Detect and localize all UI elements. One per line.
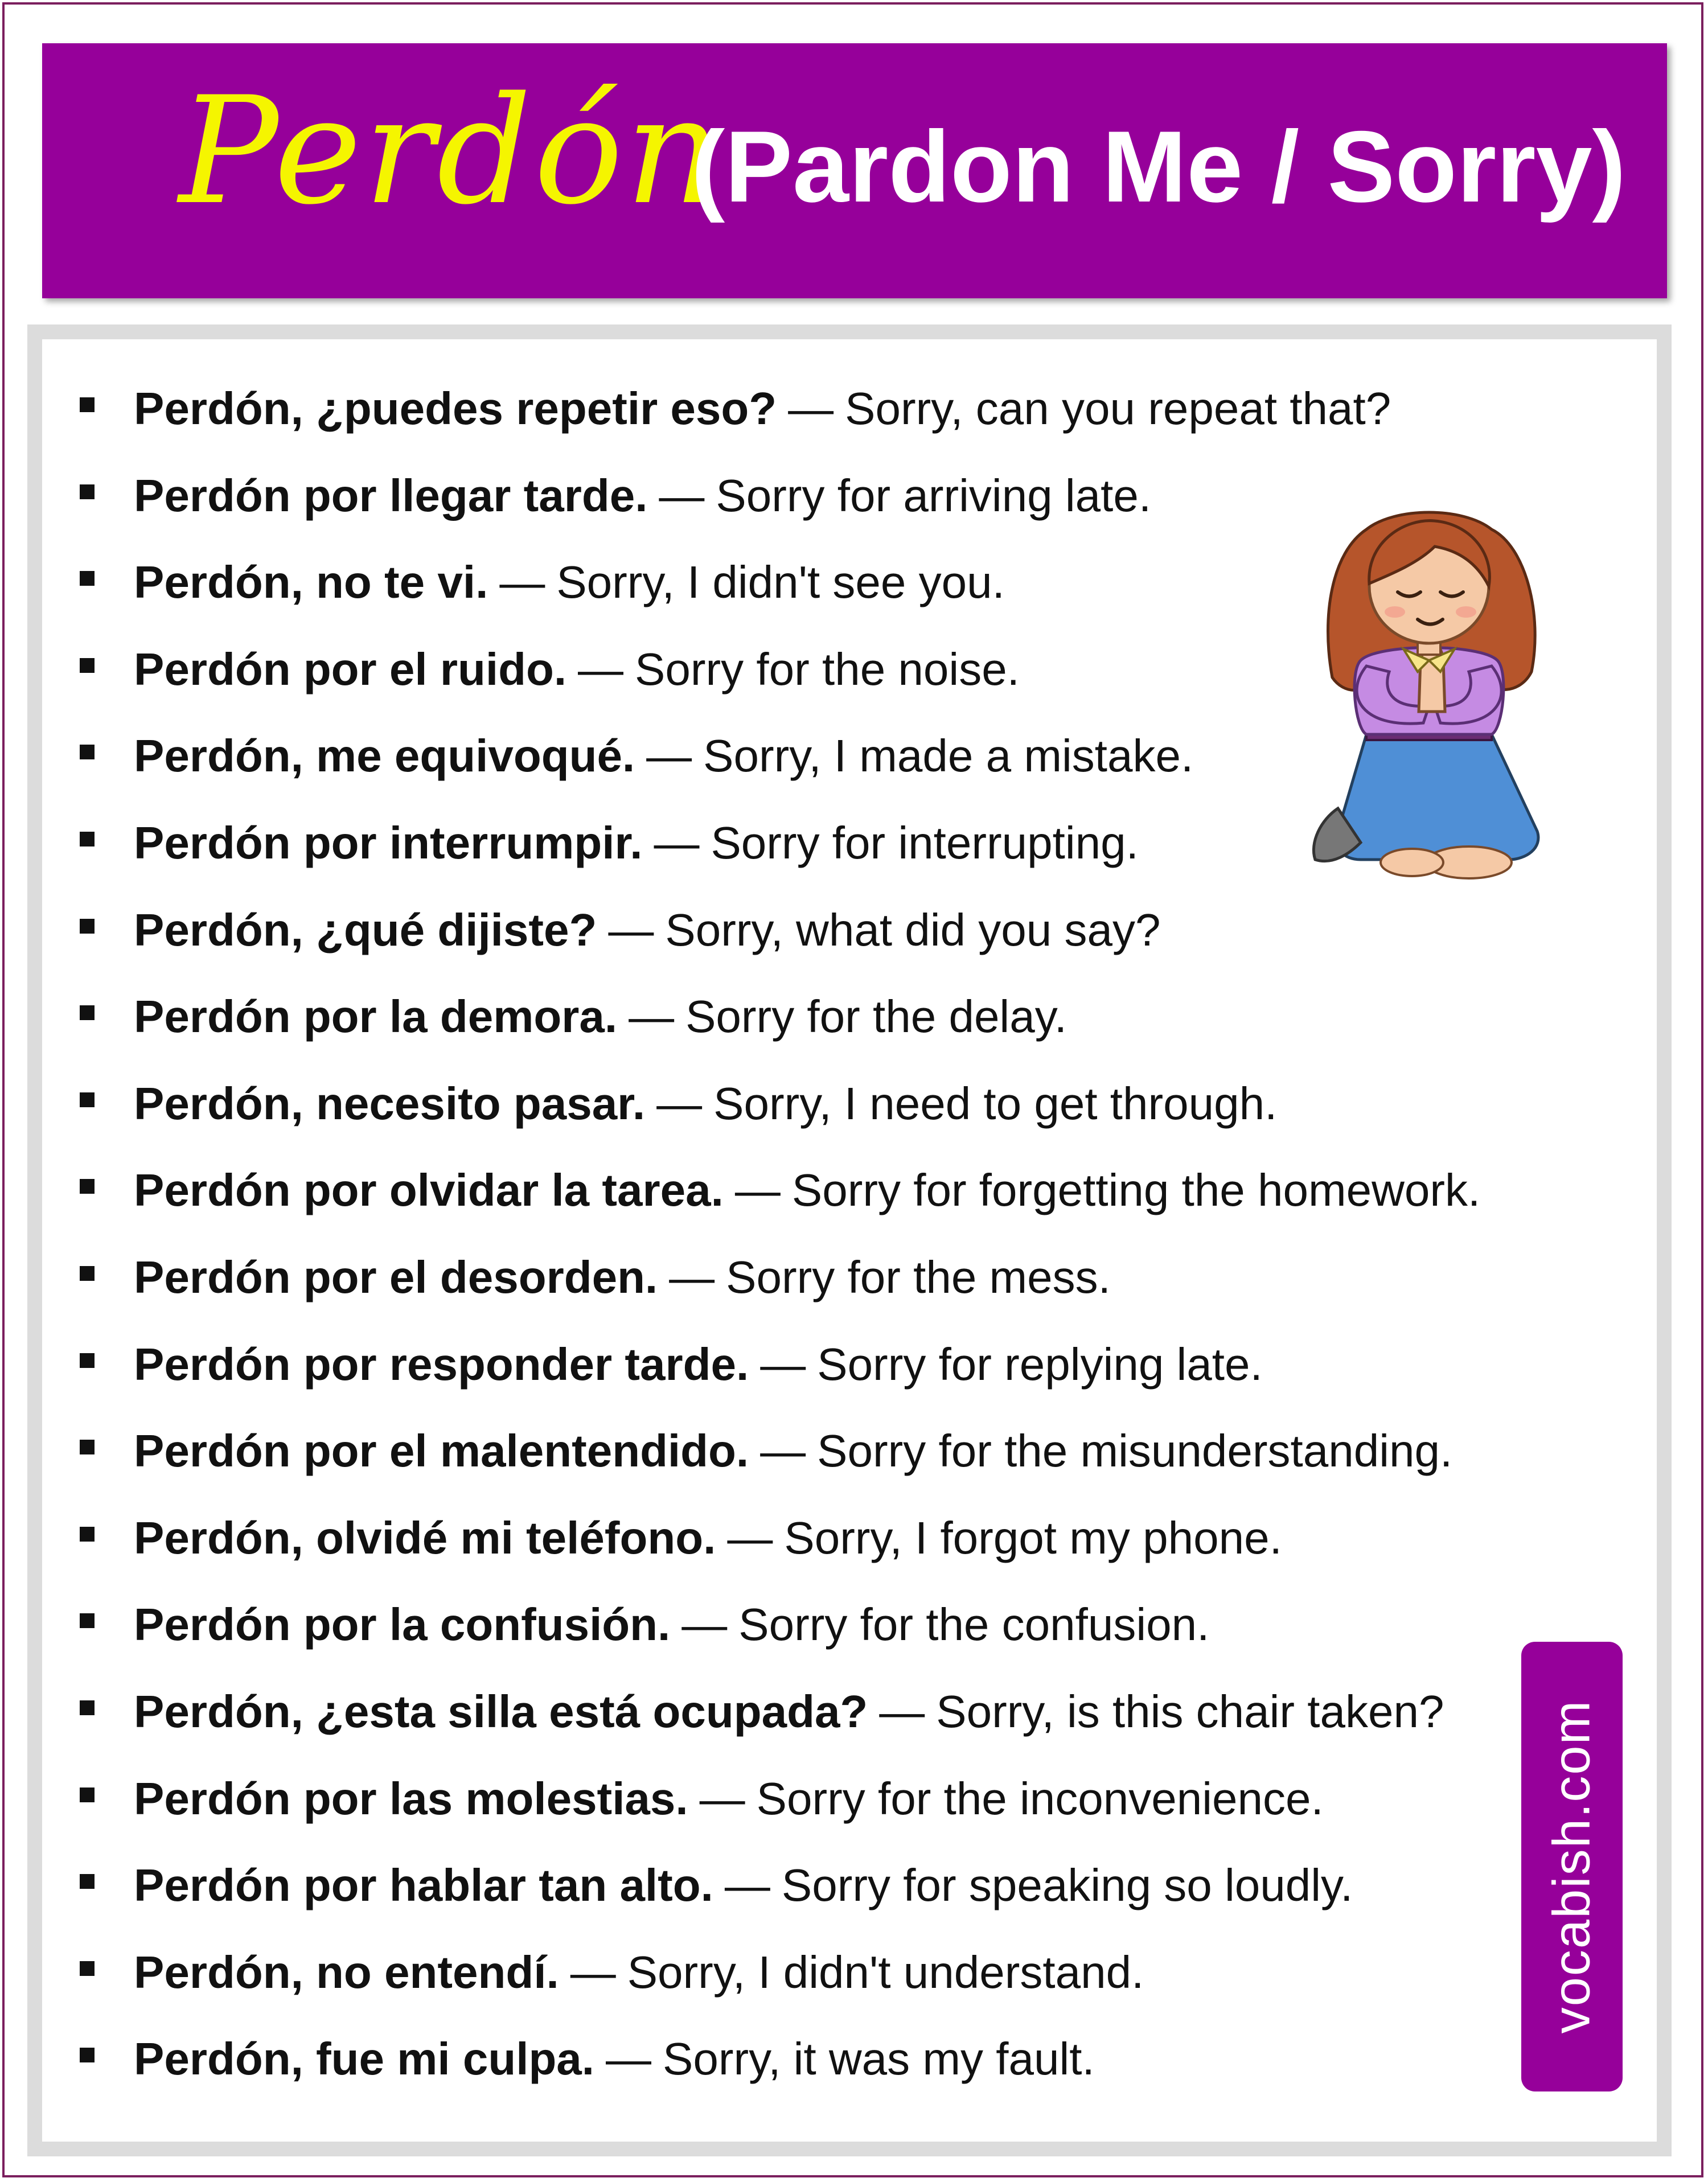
separator: — — [727, 1512, 773, 1563]
separator: — — [646, 730, 692, 782]
phrase-spanish: Perdón por el desorden. — [134, 1251, 658, 1302]
phrase-spanish: Perdón por hablar tan alto. — [134, 1860, 713, 1911]
phrase-english: Sorry for interrupting. — [711, 817, 1139, 868]
separator: — — [499, 557, 545, 608]
phrase-english: Sorry for speaking so loudly. — [781, 1860, 1353, 1911]
phrase-english: Sorry, I didn't see you. — [556, 557, 1005, 608]
watermark-badge — [1521, 1642, 1623, 2091]
phrase-spanish: Perdón por las molestias. — [134, 1773, 688, 1824]
bullet-icon — [80, 658, 95, 673]
watermark-text: vocabish.com — [1542, 1699, 1601, 2034]
separator: — — [788, 383, 834, 434]
separator: — — [699, 1773, 745, 1824]
separator: — — [654, 817, 700, 868]
phrase-english: Sorry for the misunderstanding. — [817, 1425, 1453, 1477]
separator: — — [734, 1165, 781, 1216]
bullet-icon — [80, 1787, 95, 1802]
bullet-icon — [80, 571, 95, 586]
phrase-spanish: Perdón, ¿esta silla está ocupada? — [134, 1686, 868, 1737]
bullet-icon — [80, 484, 95, 499]
phrase-spanish: Perdón por responder tarde. — [134, 1338, 749, 1390]
phrase-english: Sorry for the delay. — [685, 991, 1067, 1042]
bullet-icon — [80, 1092, 95, 1107]
phrase-english: Sorry for the confusion. — [738, 1599, 1210, 1650]
separator: — — [724, 1860, 770, 1911]
separator: — — [669, 1251, 715, 1302]
bullet-icon — [80, 1440, 95, 1454]
phrase-spanish: Perdón por interrumpir. — [134, 817, 643, 868]
phrase-english: Sorry for the inconvenience. — [756, 1773, 1324, 1824]
phrase-english: Sorry for replying late. — [817, 1338, 1263, 1390]
header-banner — [42, 43, 1667, 298]
phrase-english: Sorry, is this chair taken? — [936, 1686, 1444, 1737]
bullet-icon — [80, 1179, 95, 1194]
phrase-spanish: Perdón, olvidé mi teléfono. — [134, 1512, 716, 1563]
bullet-icon — [80, 1874, 95, 1889]
phrase-english: Sorry, what did you say? — [665, 904, 1161, 955]
phrase-spanish: Perdón por la confusión. — [134, 1599, 671, 1650]
phrase-spanish: Perdón, ¿puedes repetir eso? — [134, 383, 777, 434]
bullet-icon — [80, 832, 95, 846]
phrase-spanish: Perdón por llegar tarde. — [134, 470, 648, 521]
separator: — — [570, 1946, 616, 1998]
bullet-icon — [80, 919, 95, 934]
bullet-icon — [80, 397, 95, 412]
bullet-icon — [80, 745, 95, 759]
phrase-spanish: Perdón, me equivoqué. — [134, 730, 635, 782]
phrase-spanish: Perdón por el malentendido. — [134, 1425, 749, 1477]
phrase-english: Sorry for arriving late. — [716, 470, 1152, 521]
title-script: Perdón — [179, 65, 723, 237]
phrase-english: Sorry, I didn't understand. — [627, 1946, 1144, 1998]
phrase-spanish: Perdón por olvidar la tarea. — [134, 1165, 724, 1216]
praying-girl-illustration — [1298, 490, 1560, 888]
separator: — — [608, 904, 654, 955]
bullet-icon — [80, 1353, 95, 1368]
separator: — — [656, 1078, 703, 1129]
bullet-icon — [80, 1266, 95, 1281]
phrase-spanish: Perdón, no te vi. — [134, 557, 488, 608]
phrase-spanish: Perdón, necesito pasar. — [134, 1078, 646, 1129]
phrase-english: Sorry for forgetting the homework. — [791, 1165, 1481, 1216]
phrase-english: Sorry, can you repeat that? — [845, 383, 1391, 434]
phrase-spanish: Perdón, fue mi culpa. — [134, 2033, 595, 2085]
title-subtitle: (Pardon Me / Sorry) — [691, 110, 1626, 223]
bullet-icon — [80, 1700, 95, 1715]
separator: — — [629, 991, 675, 1042]
phrase-spanish: Perdón por el ruido. — [134, 643, 567, 695]
phrase-english: Sorry for the mess. — [726, 1251, 1111, 1302]
separator: — — [659, 470, 705, 521]
bullet-icon — [80, 1961, 95, 1976]
phrase-english: Sorry, I made a mistake. — [703, 730, 1194, 782]
separator: — — [879, 1686, 925, 1737]
separator: — — [606, 2033, 652, 2085]
separator: — — [681, 1599, 728, 1650]
phrase-spanish: Perdón, ¿qué dijiste? — [134, 904, 597, 955]
phrase-spanish: Perdón por la demora. — [134, 991, 618, 1042]
phrase-spanish: Perdón, no entendí. — [134, 1946, 559, 1998]
separator: — — [578, 643, 624, 695]
phrase-english: Sorry, I forgot my phone. — [784, 1512, 1282, 1563]
phrase-english: Sorry for the noise. — [635, 643, 1020, 695]
separator: — — [760, 1425, 806, 1477]
separator: — — [760, 1338, 806, 1390]
bullet-icon — [80, 1527, 95, 1542]
phrase-english: Sorry, it was my fault. — [663, 2033, 1095, 2085]
phrase-english: Sorry, I need to get through. — [713, 1078, 1278, 1129]
bullet-icon — [80, 1613, 95, 1628]
bullet-icon — [80, 1005, 95, 1020]
bullet-icon — [80, 2048, 95, 2062]
